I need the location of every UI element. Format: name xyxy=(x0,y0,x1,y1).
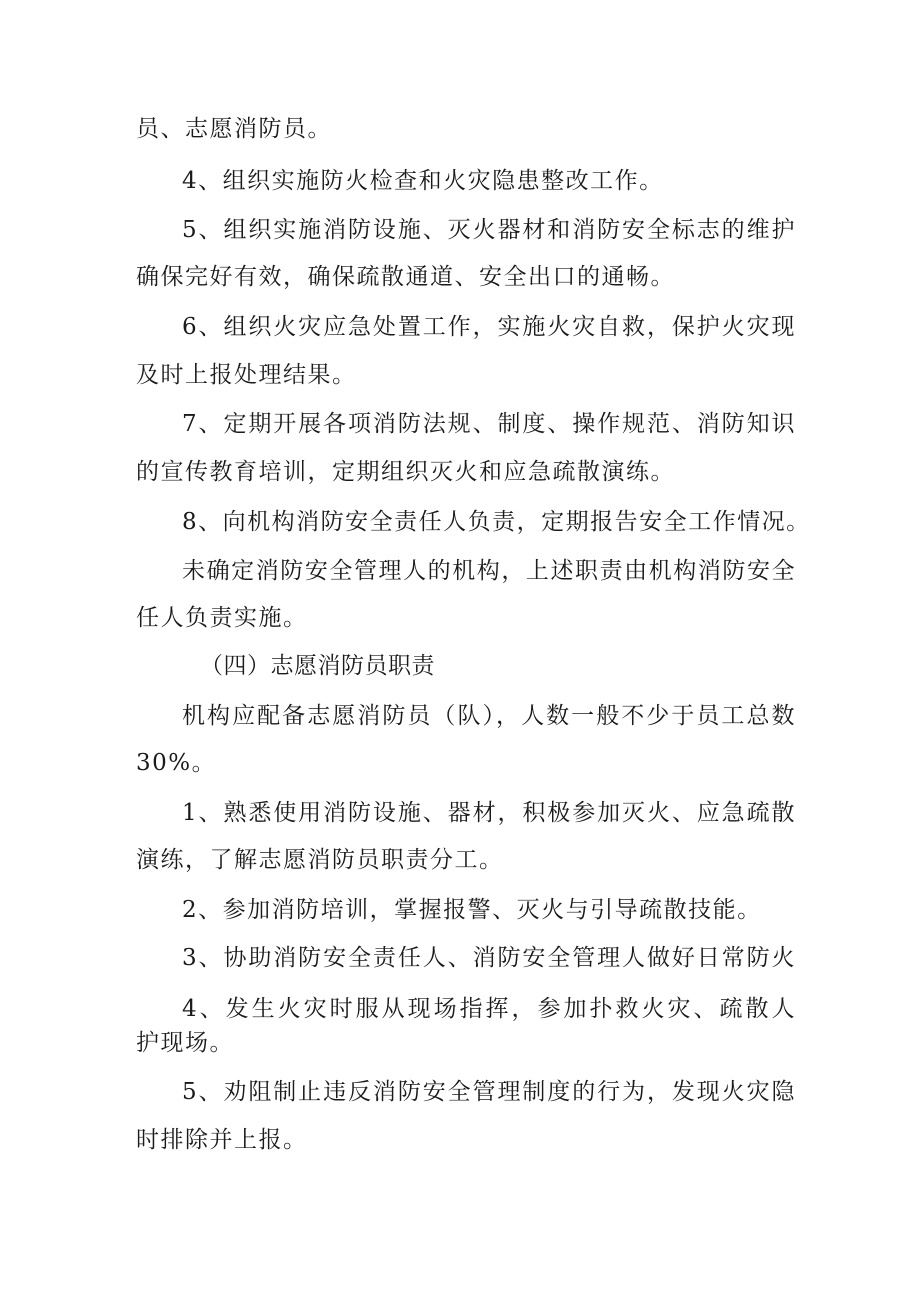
text-line: 7、定期开展各项消防法规、制度、操作规范、消防知识 xyxy=(182,411,796,437)
text-line: 3、协助消防安全责任人、消防安全管理人做好日常防火 xyxy=(182,945,796,971)
text-line: 4、发生火灾时服从现场指挥，参加扑救火灾、疏散人 xyxy=(182,996,796,1022)
text-line: 机构应配备志愿消防员（队），人数一般不少于员工总数 xyxy=(182,703,796,729)
text-line: 1、熟悉使用消防设施、器材，积极参加灭火、应急疏散 xyxy=(182,800,796,826)
text-line: 演练，了解志愿消防员职责分工。 xyxy=(136,847,504,873)
text-line: 员、志愿消防员。 xyxy=(136,116,332,142)
text-line: 确保完好有效，确保疏散通道、安全出口的通畅。 xyxy=(136,264,675,290)
section-heading: （四）志愿消防员职责 xyxy=(200,653,435,679)
text-line: 6、组织火灾应急处置工作，实施火灾自救，保护火灾现 xyxy=(182,314,796,340)
text-line: 4、组织实施防火检查和火灾隐患整改工作。 xyxy=(182,168,664,194)
text-line: 30%。 xyxy=(136,750,217,776)
text-line: 护现场。 xyxy=(136,1030,234,1056)
text-line: 未确定消防安全管理人的机构，上述职责由机构消防安全 xyxy=(182,558,796,584)
text-line: 5、劝阻制止违反消防安全管理制度的行为，发现火灾隐 xyxy=(182,1079,796,1105)
text-line: 任人负责实施。 xyxy=(136,605,308,631)
text-line: 2、参加消防培训，掌握报警、灭火与引导疏散技能。 xyxy=(182,897,762,923)
text-line: 5、组织实施消防设施、灭火器材和消防安全标志的维护 xyxy=(182,217,796,243)
text-line: 及时上报处理结果。 xyxy=(136,362,357,388)
text-line: 的宣传教育培训，定期组织灭火和应急疏散演练。 xyxy=(136,459,675,485)
text-line: 8、向机构消防安全责任人负责，定期报告安全工作情况。 xyxy=(182,509,811,535)
text-line: 时排除并上报。 xyxy=(136,1127,308,1153)
